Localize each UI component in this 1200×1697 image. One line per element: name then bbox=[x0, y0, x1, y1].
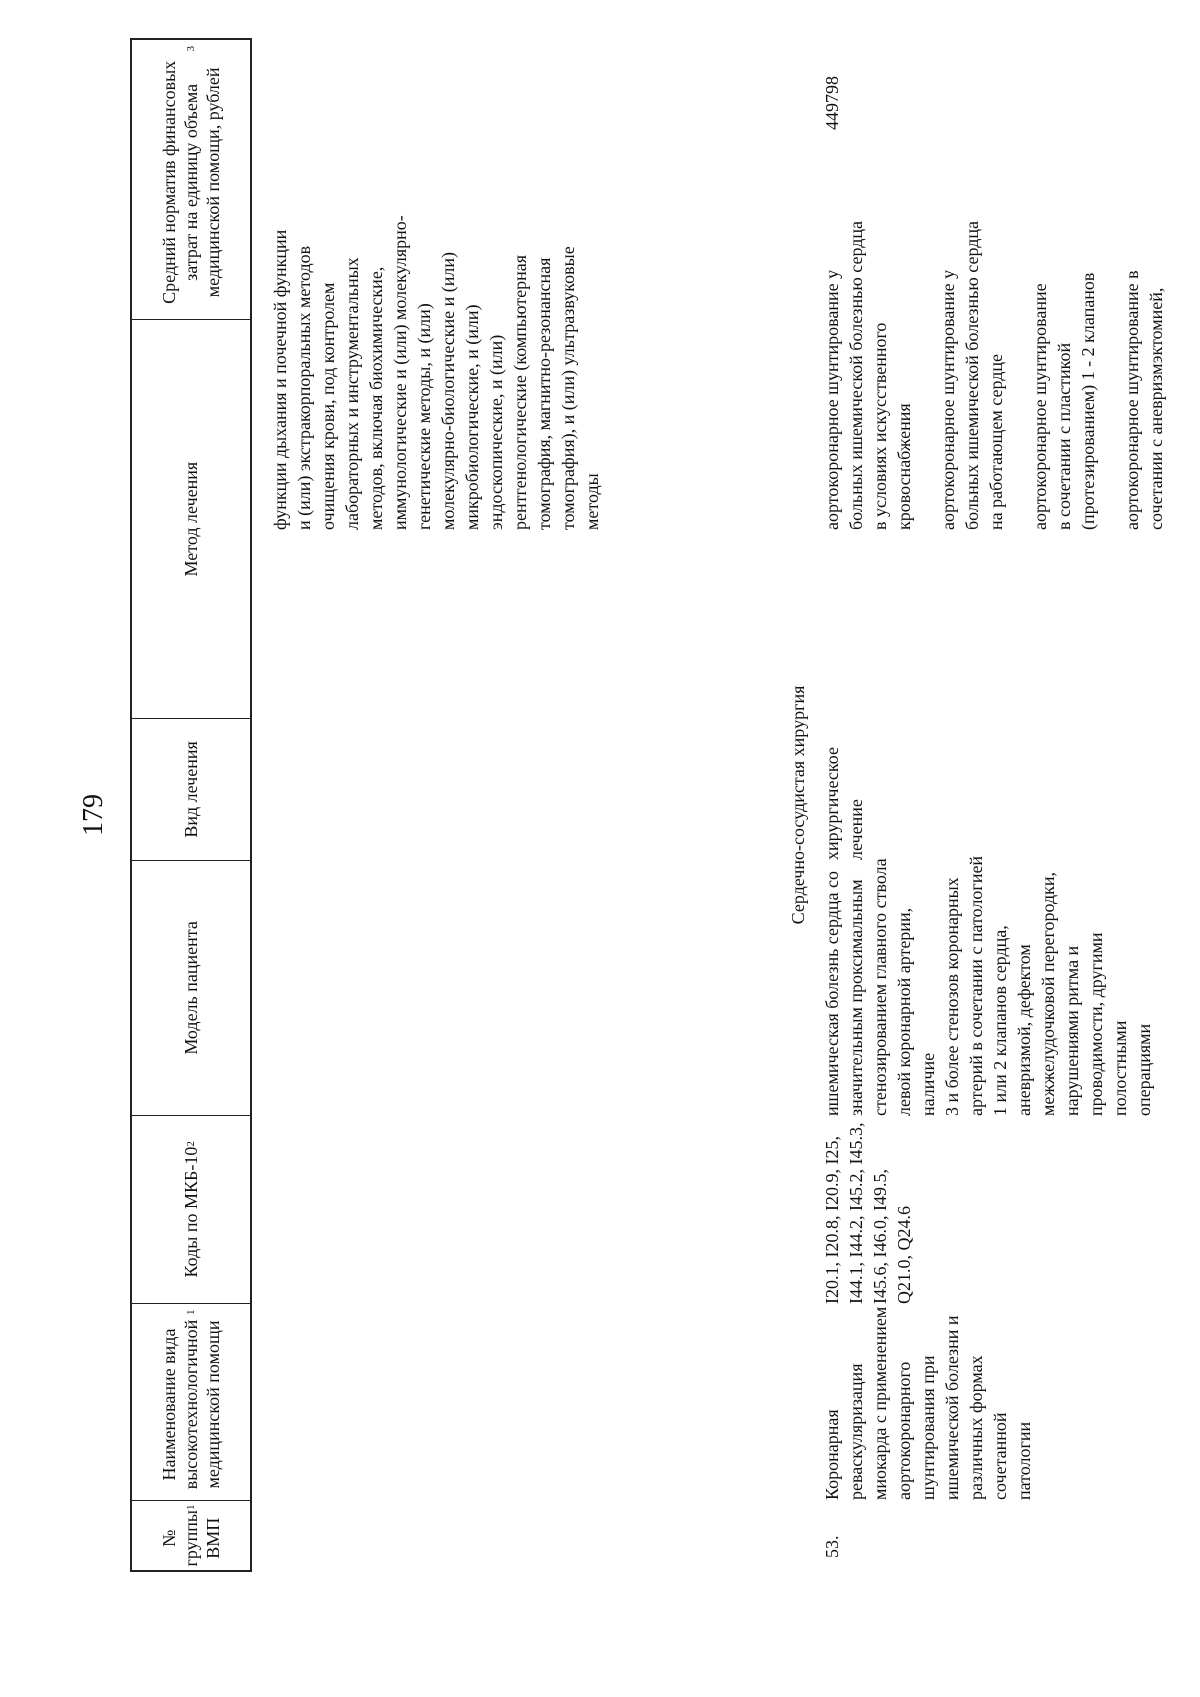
row-cost: 449798 bbox=[822, 76, 842, 130]
row-method-2: аортокоронарное шунтирование у больных ишемической болезнью сердца на работающем сердце bbox=[938, 220, 1006, 530]
header-col-group-number: № группы ВМП 1 bbox=[132, 1500, 250, 1570]
header-col-treatment: Вид лечения bbox=[132, 718, 250, 860]
page-number: 179 bbox=[78, 794, 109, 836]
row-name: Коронарная реваскуляризация миокарда с применением аортокоронарного шунтирования при ишемической болезни и различных формах сочетанной патологии bbox=[822, 1306, 1034, 1500]
row-number: 53. bbox=[822, 1535, 842, 1558]
row-method-1: аортокоронарное шунтирование у больных ишемической болезнью сердца в условиях искусственного кровоснабжения bbox=[822, 220, 914, 530]
continued-method-text: функции дыхания и почечной функции и (или) экстракорпоральных методов очищения крови, под контролем лабораторных и инструментальных методов, включая биохимические, иммунологические и (или) молекулярно- генетические методы, и (или) молекулярно-биологические и (или) микробиологические, и (или) эндоскопические, и (или) рентгенологические (компьютерная томография, магнитно-резонансная томография), и (или) ультразвуковые методы bbox=[270, 215, 602, 530]
rotated-table bbox=[130, 32, 1200, 1572]
section-title: Сердечно-сосудистая хирургия bbox=[788, 685, 808, 925]
header-col-method: Метод лечения bbox=[132, 319, 250, 718]
table-header bbox=[130, 38, 252, 1572]
header-col-name: Наименование вида высокотехнологичной медицинской помощи 1 bbox=[132, 1303, 250, 1500]
row-method-4: аортокоронарное шунтирование в сочетании с аневризмэктомией, bbox=[1122, 270, 1166, 530]
header-col-cost: Средний норматив финансовых затрат на единицу объема медицинской помощи, рублей 3 bbox=[159, 45, 223, 304]
header-col-model: Модель пациента bbox=[132, 860, 250, 1115]
header-col-codes: Коды по МКБ-10 2 bbox=[132, 1115, 250, 1303]
row-codes: I20.1, I20.8, I20.9, I25, I44.1, I44.2, I45.2, I45.3, I45.6, I46.0, I49.5, Q21.0, Q24.6 bbox=[822, 1122, 914, 1304]
row-treatment: хирургическое лечение bbox=[822, 747, 866, 860]
row-method-3: аортокоронарное шунтирование в сочетании с пластикой (протезированием) 1 - 2 клапанов bbox=[1030, 272, 1098, 530]
row-model: ишемическая болезнь сердца со значительным проксимальным стенозированием главного ствола левой коронарной артерии, наличие 3 и более стенозов коронарных артерий в сочетании с патологией 1 или 2 клапанов сердца, аневризмой, дефектом межжелудочковой перегородки, нарушениями ритма и проводимости, другими полостными операциями bbox=[822, 855, 1154, 1116]
